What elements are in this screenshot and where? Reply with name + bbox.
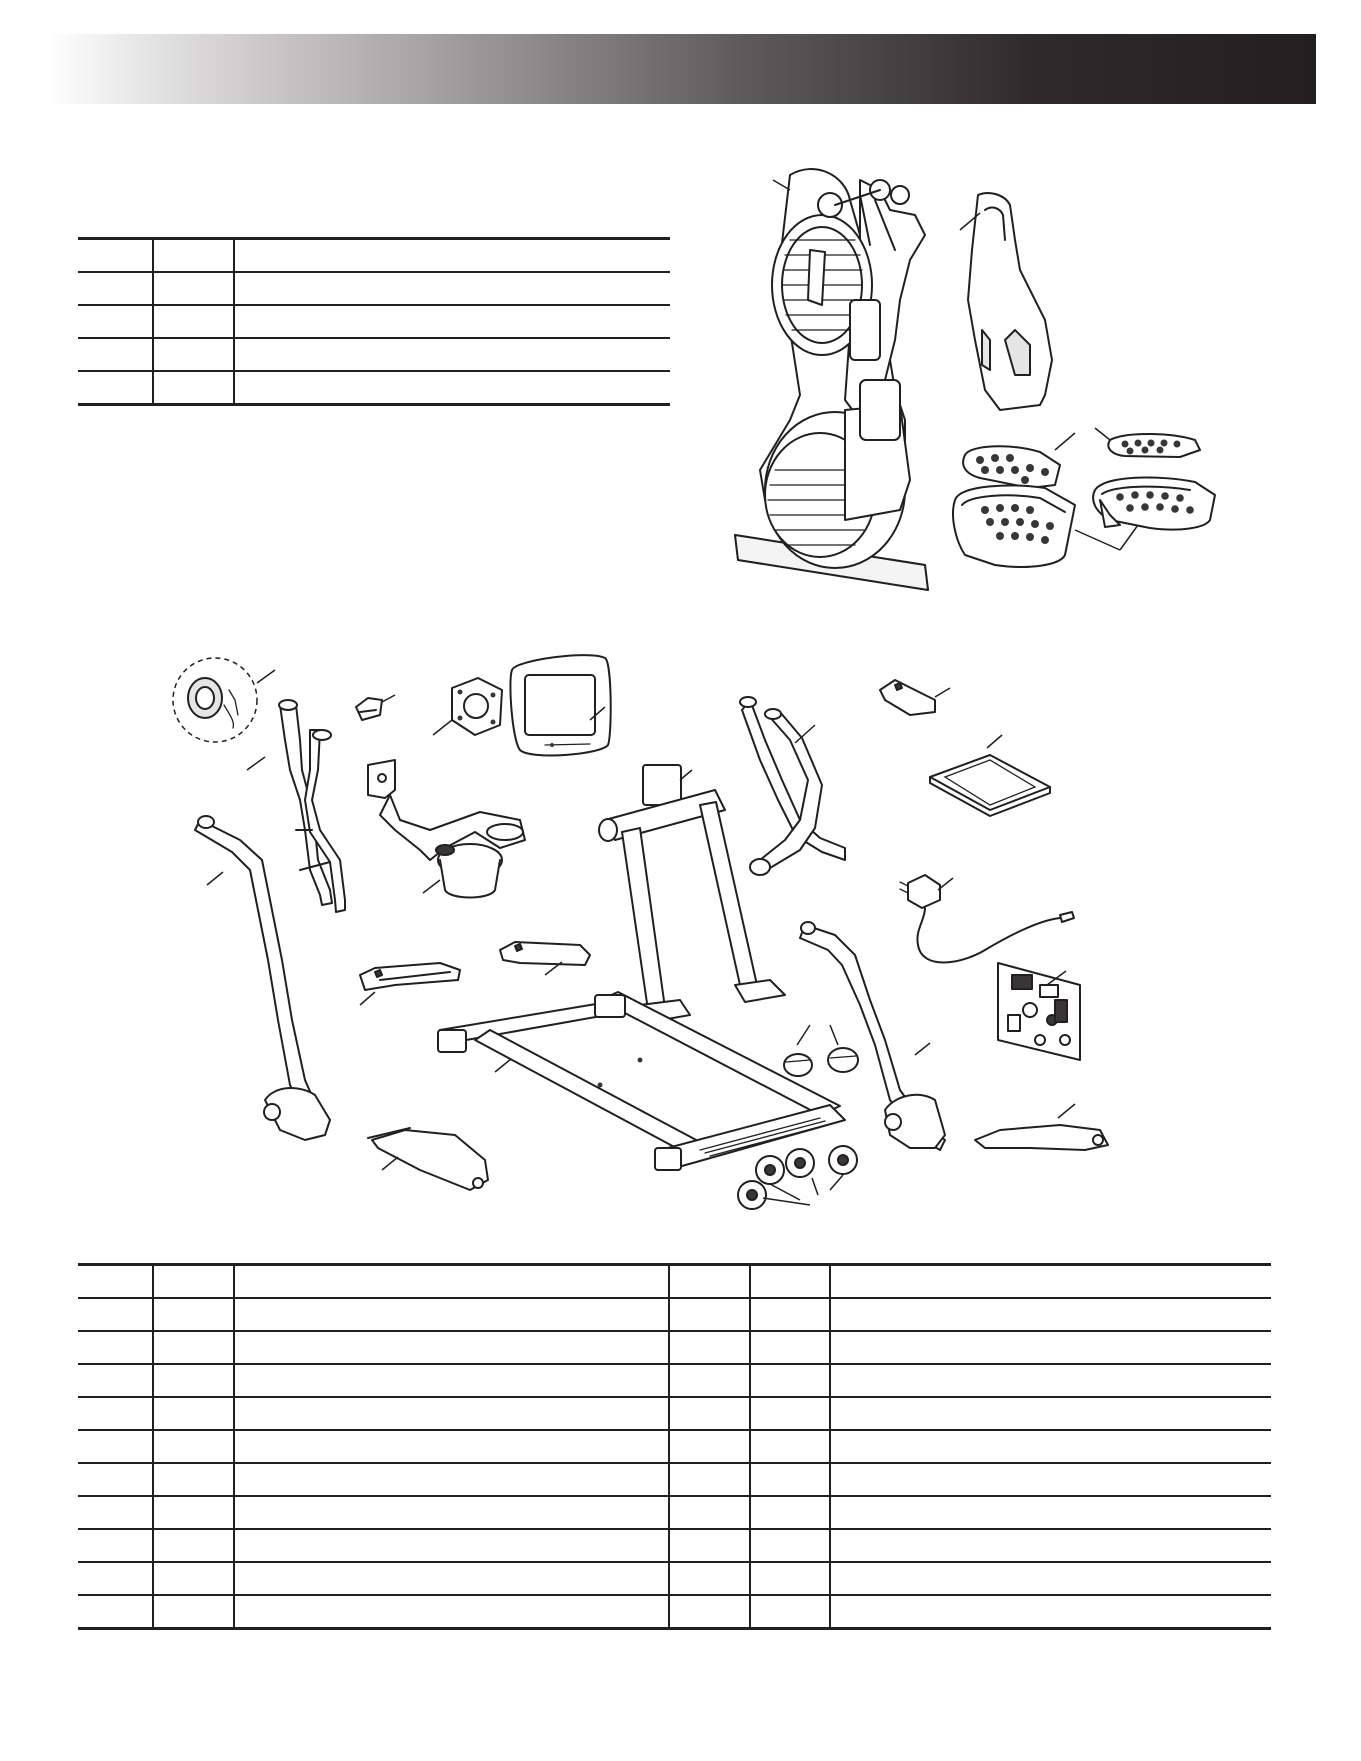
pedal-tray-left-part <box>953 486 1075 567</box>
qty-cell <box>153 1496 234 1529</box>
foot-pedal-top-left-part <box>963 446 1060 488</box>
table-row <box>78 1595 1271 1629</box>
manual-booklet-part <box>930 755 1050 816</box>
qty-cell <box>153 1463 234 1496</box>
key-cell <box>78 1397 153 1430</box>
upright-shroud-part <box>968 193 1052 410</box>
description-cell <box>830 1430 1271 1463</box>
qty-cell <box>153 1562 234 1595</box>
col-header-key-2 <box>669 1265 750 1299</box>
table-header-row <box>78 1265 1271 1299</box>
qty-cell <box>153 1364 234 1397</box>
description-cell <box>234 1331 669 1364</box>
qty-cell <box>153 1397 234 1430</box>
key-cell <box>669 1397 750 1430</box>
description-cell <box>830 1463 1271 1496</box>
key-cell <box>78 1364 153 1397</box>
description-cell <box>234 1463 669 1496</box>
table-row <box>78 1529 1271 1562</box>
key-cell <box>78 1562 153 1595</box>
description-cell <box>830 1496 1271 1529</box>
description-cell <box>234 1430 669 1463</box>
qty-cell <box>750 1463 830 1496</box>
qty-cell <box>750 1298 830 1331</box>
qty-cell <box>153 1430 234 1463</box>
qty-cell <box>153 1529 234 1562</box>
table-row <box>78 1298 1271 1331</box>
console-arm-cupholder-part <box>368 760 525 898</box>
right-upper-handlebar-part <box>740 697 845 875</box>
description-cell <box>830 1364 1271 1397</box>
key-cell <box>669 1364 750 1397</box>
leveler-foot-3-part <box>829 1146 857 1174</box>
table-row <box>78 1463 1271 1496</box>
key-cell <box>78 1430 153 1463</box>
console-display-part <box>510 655 610 755</box>
qty-cell <box>750 1529 830 1562</box>
pedal-bracket-left-part <box>360 963 460 990</box>
control-board-part <box>998 963 1080 1060</box>
description-cell <box>830 1397 1271 1430</box>
drive-belt-part <box>173 658 257 742</box>
table-row <box>78 1397 1271 1430</box>
qty-cell <box>153 1595 234 1629</box>
key-cell <box>669 1562 750 1595</box>
description-cell <box>234 1298 669 1331</box>
foot-pedal-top-right-part <box>1108 434 1200 457</box>
main-frame-assembly-part <box>735 169 928 590</box>
leveler-foot-2-part <box>786 1149 814 1177</box>
col-header-qty-2 <box>750 1265 830 1299</box>
table-row <box>78 1562 1271 1595</box>
description-cell <box>830 1298 1271 1331</box>
key-cell <box>669 1595 750 1629</box>
qty-cell <box>750 1397 830 1430</box>
description-cell <box>830 1562 1271 1595</box>
qty-cell <box>750 1496 830 1529</box>
center-upright-post-part <box>599 765 785 1022</box>
console-mount-bracket-part <box>452 678 502 735</box>
key-cell <box>669 1463 750 1496</box>
key-cell <box>669 1529 750 1562</box>
pedal-arm-right-part <box>975 1125 1108 1150</box>
large-parts-table <box>78 1263 1271 1630</box>
base-frame-part <box>438 992 845 1170</box>
description-cell <box>234 1397 669 1430</box>
description-cell <box>234 1562 669 1595</box>
key-cell <box>78 1595 153 1629</box>
key-cell <box>669 1430 750 1463</box>
qty-cell <box>750 1595 830 1629</box>
table-row <box>78 1364 1271 1397</box>
col-header-qty <box>153 1265 234 1299</box>
key-cell <box>669 1331 750 1364</box>
table-row <box>78 1331 1271 1364</box>
table-row <box>78 1496 1271 1529</box>
qty-cell <box>750 1430 830 1463</box>
bracket-small-part <box>356 698 382 720</box>
qty-cell <box>153 1331 234 1364</box>
key-cell <box>669 1298 750 1331</box>
description-cell <box>830 1331 1271 1364</box>
key-cell <box>669 1496 750 1529</box>
col-header-description-2 <box>830 1265 1271 1299</box>
pedal-bracket-right-part <box>500 942 590 965</box>
pedal-arm-left-part <box>368 1128 488 1190</box>
qty-cell <box>153 1298 234 1331</box>
qty-cell <box>750 1331 830 1364</box>
description-cell <box>234 1364 669 1397</box>
col-header-key <box>78 1265 153 1299</box>
rear-stabilizer-cover-right-part <box>828 1048 858 1072</box>
description-cell <box>234 1595 669 1629</box>
description-cell <box>234 1496 669 1529</box>
rear-stabilizer-cover-left-part <box>784 1054 812 1076</box>
key-cell <box>78 1463 153 1496</box>
end-cap-part <box>880 680 935 715</box>
leveler-foot-1-part <box>756 1156 784 1184</box>
key-cell <box>78 1529 153 1562</box>
key-cell <box>78 1496 153 1529</box>
pedal-tray-right-part <box>1093 477 1215 529</box>
description-cell <box>234 1529 669 1562</box>
qty-cell <box>750 1364 830 1397</box>
col-header-description <box>234 1265 669 1299</box>
key-cell <box>78 1298 153 1331</box>
left-upper-handlebar-part <box>279 700 345 912</box>
leveler-foot-4-part <box>738 1181 766 1209</box>
table-row <box>78 1430 1271 1463</box>
key-cell <box>78 1331 153 1364</box>
qty-cell <box>750 1562 830 1595</box>
description-cell <box>830 1595 1271 1629</box>
description-cell <box>830 1529 1271 1562</box>
power-adapter-part <box>900 875 1074 963</box>
